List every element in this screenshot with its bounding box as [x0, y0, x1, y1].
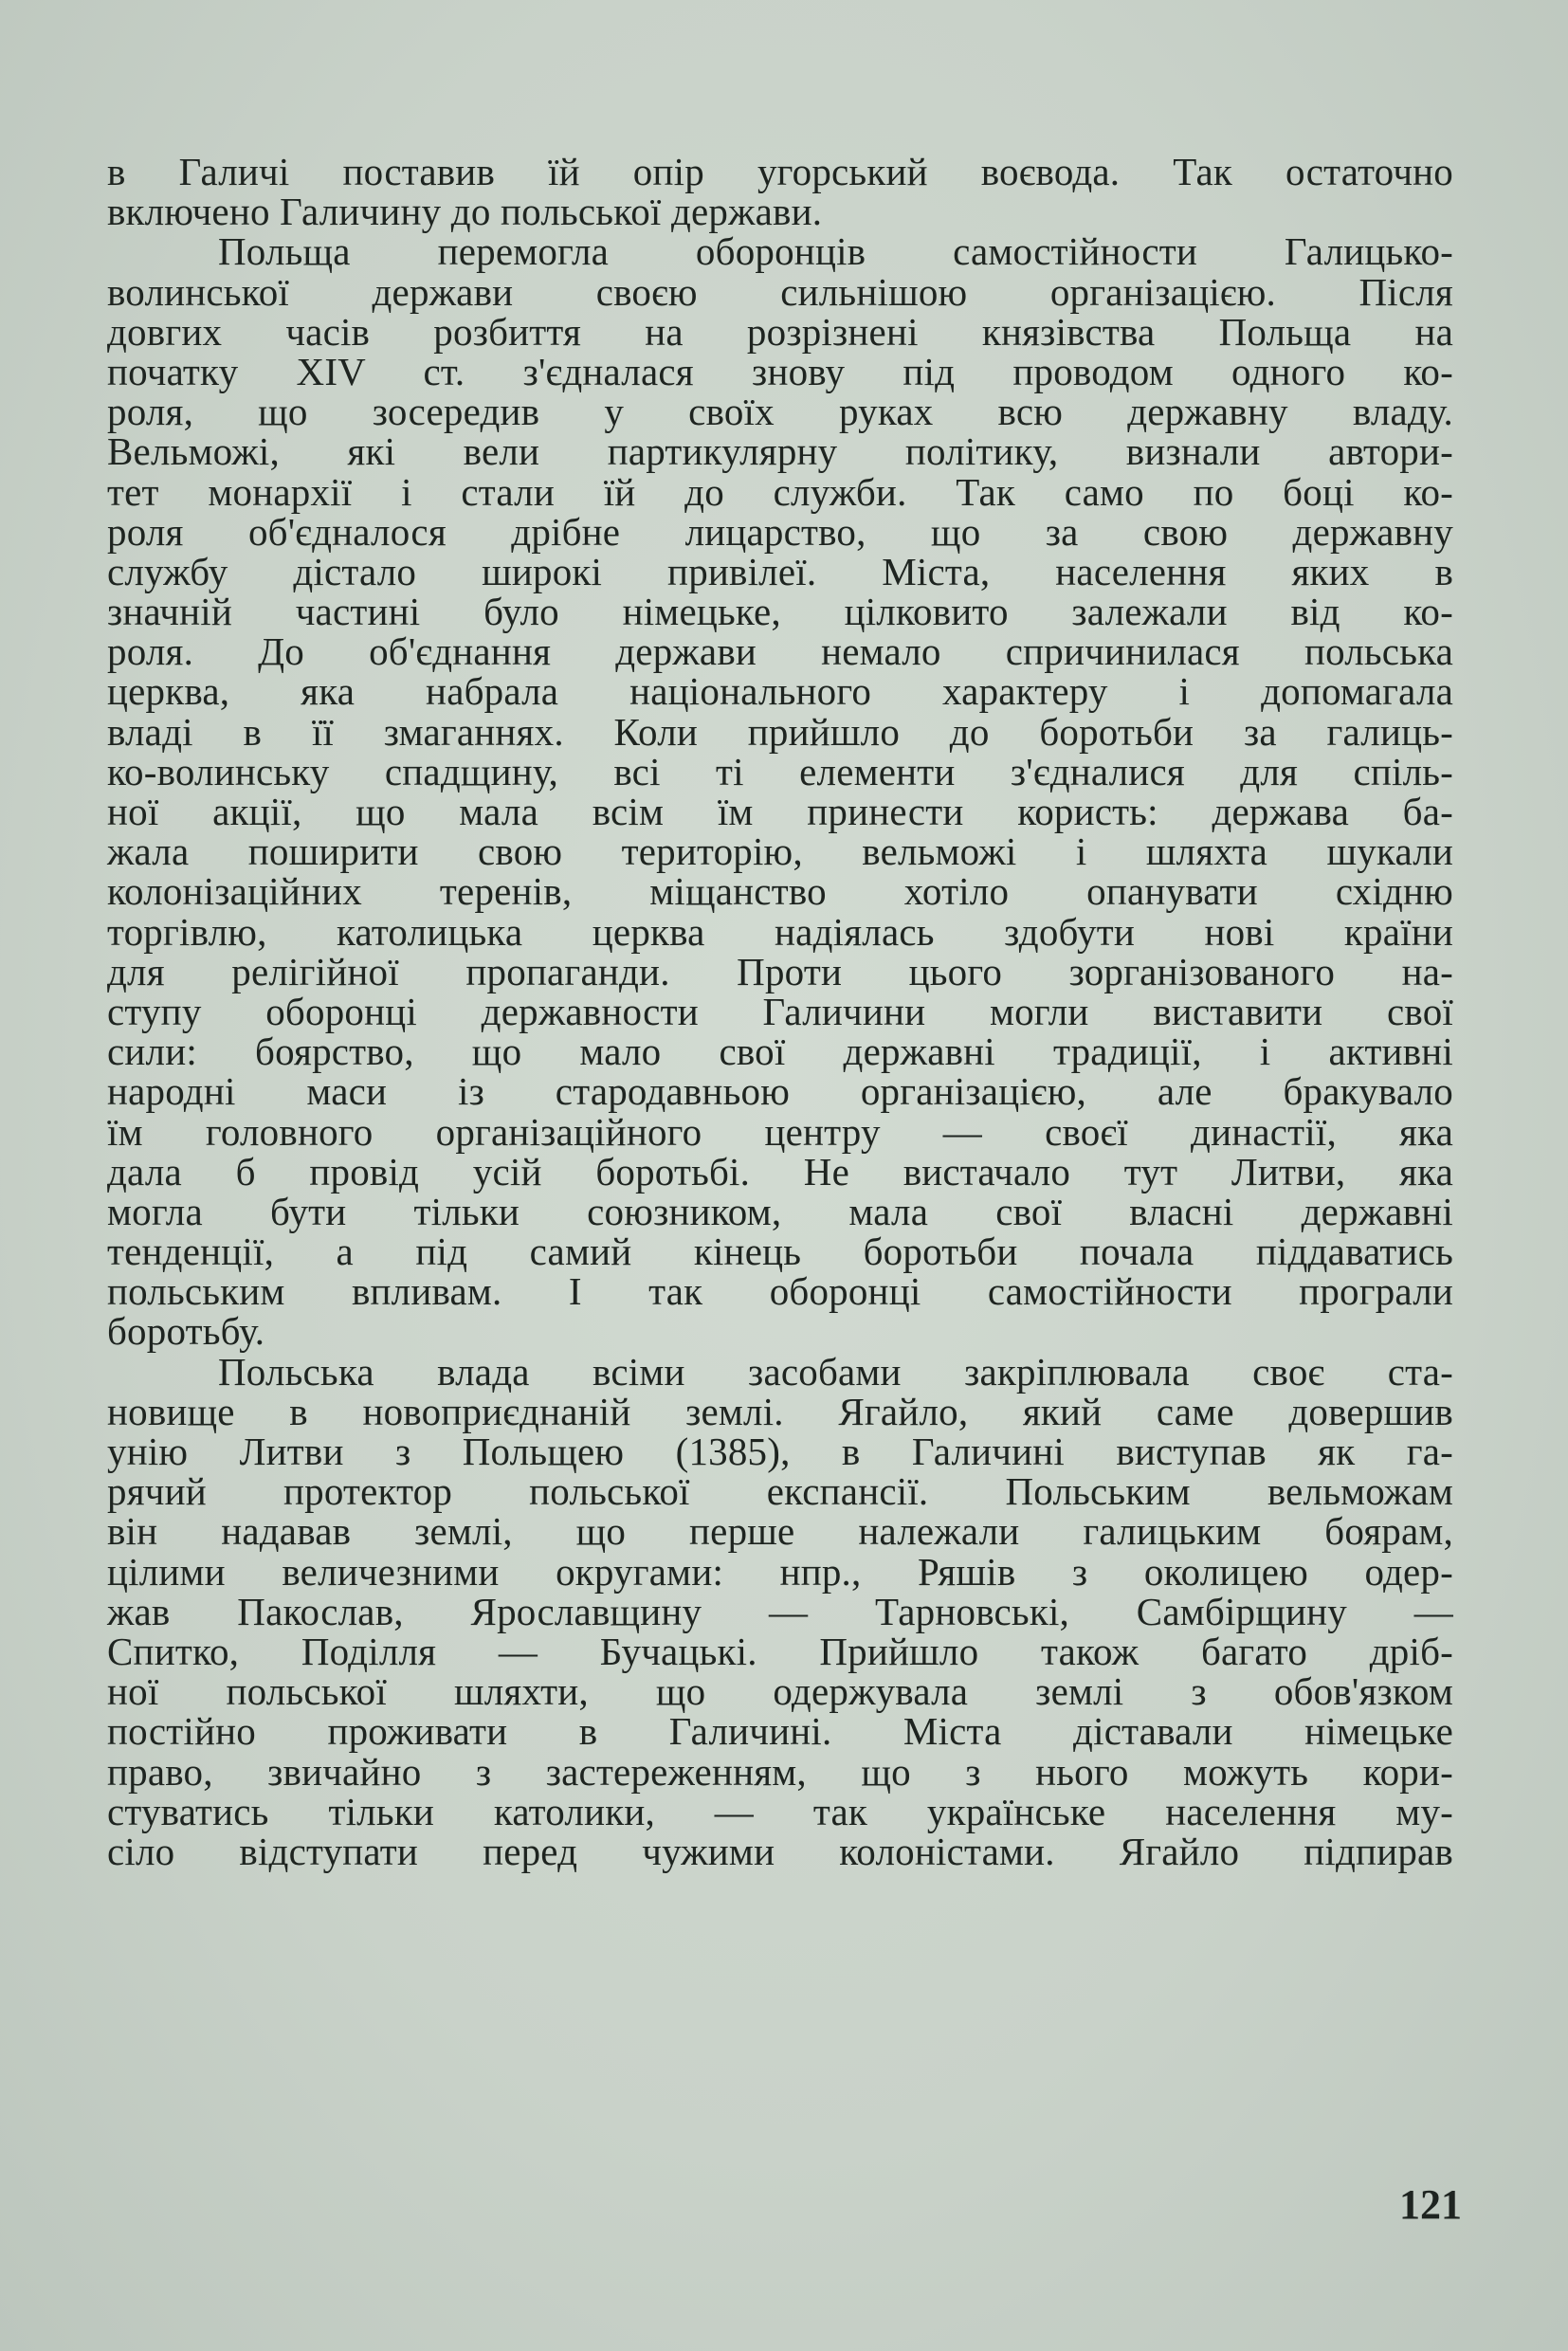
text-line: новище в новоприєднаній землі. Ягайло, який саме довершив	[107, 1389, 1453, 1433]
text-line: він надавав землі, що перше належали галицьким боярам,	[107, 1509, 1453, 1554]
text-line: церква, яка набрала національного характеру і допомагала	[107, 669, 1453, 714]
text-line: роля. До об'єднання держави немало спричинилася польська	[107, 629, 1453, 674]
text-line: унію Литви з Польщею (1385), в Галичині виступав як га-	[107, 1430, 1453, 1473]
text-line: цілими величезними округами: нпр., Ряшів з околицею одер-	[107, 1549, 1453, 1594]
text-line: початку XIV ст. з'єдналася знову під проводом одного ко-	[107, 349, 1453, 393]
body-text	[107, 152, 1453, 1871]
text-line: рячий протектор польської експансії. Польським вельможам	[107, 1469, 1453, 1514]
text-line: Польща перемогла оборонців самостійности Галицько-	[218, 229, 1453, 274]
text-line: торгівлю, католицька церква надіялась здобути нові країни	[107, 909, 1453, 954]
text-line: включено Галичину до польської держави.	[107, 190, 823, 234]
text-line: право, звичайно з застереженням, що з нього можуть кори-	[107, 1749, 1453, 1794]
paragraph	[107, 1349, 1453, 1873]
text-line: в Галичі поставив їй опір угорський воєвода. Так остаточно	[107, 150, 1453, 193]
text-line: тет монархії і стали їй до служби. Так само по боці ко-	[107, 469, 1453, 514]
text-line: владі в її змаганнях. Коли прийшло до боротьби за галиць-	[107, 709, 1453, 754]
text-line: службу дістало широкі привілеї. Міста, населення яких в	[107, 549, 1453, 593]
text-line: Спитко, Поділля — Бучацькі. Прийшло також багато дріб-	[107, 1629, 1453, 1673]
text-line: волинської держави своєю сильнішою організацією. Після	[107, 269, 1453, 314]
text-line: ної акції, що мала всім їм принести користь: держава ба-	[107, 790, 1453, 833]
text-line: тенденції, а під самий кінець боротьби почала піддаватись	[107, 1230, 1453, 1274]
text-line: ко-волинську спадщину, всі ті елементи з'єдналися для спіль-	[107, 749, 1453, 793]
text-line: колонізаційних теренів, міщанство хотіло опанувати східню	[107, 869, 1453, 914]
text-line: постійно проживати в Галичині. Міста діставали німецьке	[107, 1709, 1453, 1754]
text-line: Польська влада всіми засобами закріплювала своє ста-	[218, 1349, 1453, 1394]
page-number: 121	[1399, 2181, 1462, 2228]
text-line: дала б провід усій боротьбі. Не вистачало тут Литви, яка	[107, 1149, 1453, 1194]
text-line: довгих часів розбиття на розрізнені князівства Польща на	[107, 309, 1453, 354]
text-line: стуватись тільки католики, — так українське населення му-	[107, 1789, 1453, 1833]
text-line: сіло відступати перед чужими колоністами. Ягайло підпирав	[107, 1829, 1453, 1873]
paragraph	[107, 150, 1453, 234]
text-line: боротьбу.	[107, 1309, 265, 1354]
text-line: значній частині було німецьке, цілковито залежали від ко-	[107, 590, 1453, 634]
text-line: роля об'єдналося дрібне лицарство, що за свою державну	[107, 509, 1453, 554]
text-line: для релігійної пропаганди. Проти цього зорганізованого на-	[107, 949, 1453, 993]
paragraph	[107, 229, 1453, 1354]
text-line: Вельможі, які вели партикулярну політику, визнали автори-	[107, 429, 1453, 474]
text-line: сили: боярство, що мало свої державні традиції, і активні	[107, 1030, 1453, 1074]
text-line: роля, що зосередив у своїх руках всю державну владу.	[107, 390, 1453, 434]
text-line: народні маси із стародавньою організацією, але бракувало	[107, 1069, 1453, 1114]
text-line: ної польської шляхти, що одержувала землі з обов'язком	[107, 1669, 1453, 1714]
text-line: жала поширити свою територію, вельможі і шляхта шукали	[107, 829, 1453, 874]
text-line: ступу оборонці державности Галичини могли виставити свої	[107, 989, 1453, 1033]
text-line: могла бути тільки союзником, мала свої власні державні	[107, 1189, 1453, 1233]
text-line: польським впливам. І так оборонці самостійности програли	[107, 1269, 1453, 1314]
text-line: їм головного організаційного центру — своєї династії, яка	[107, 1109, 1453, 1154]
text-line: жав Пакослав, Ярославщину — Тарновські, Самбірщину —	[107, 1589, 1453, 1633]
